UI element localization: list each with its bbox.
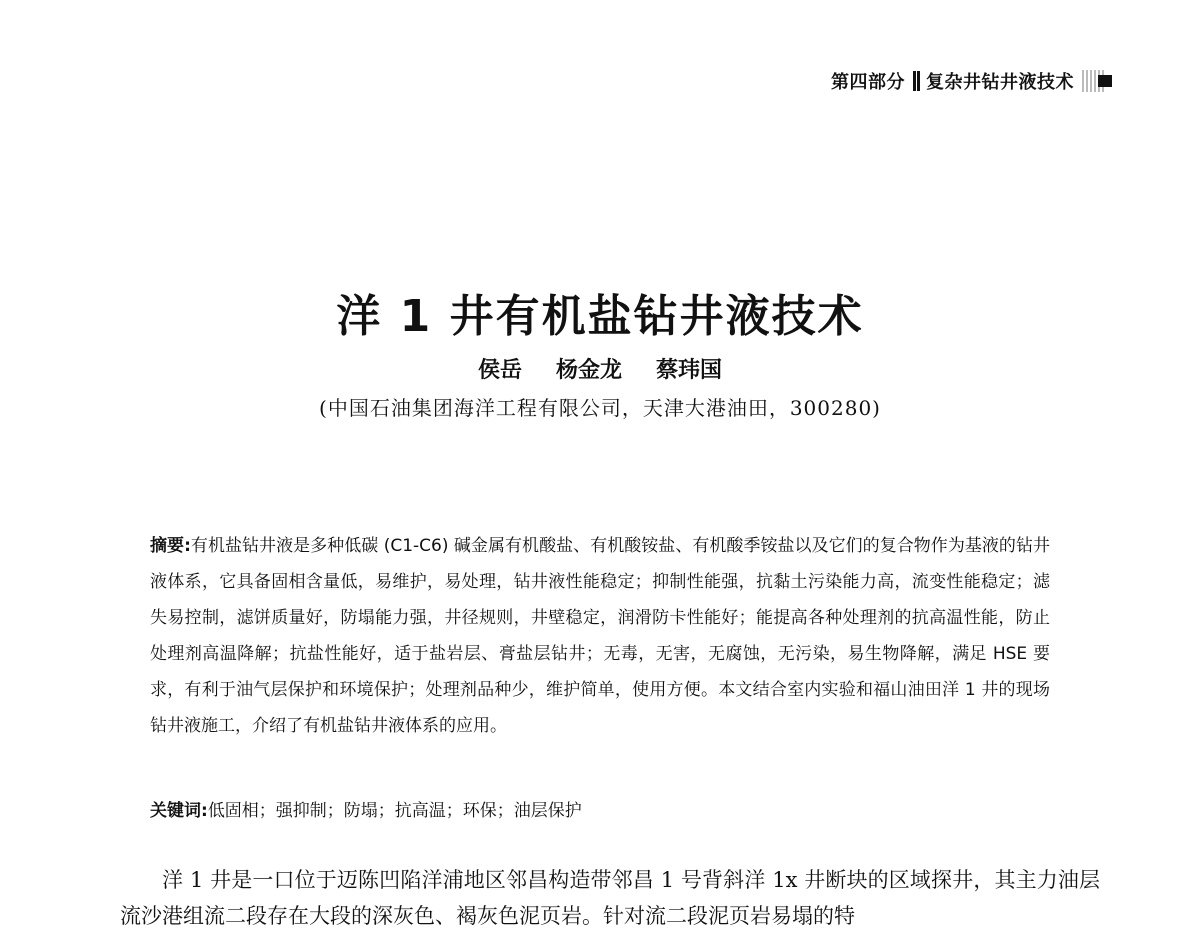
header-section: 复杂井钻井液技术 bbox=[926, 72, 1074, 93]
keywords-label: 关键词: bbox=[150, 801, 208, 821]
header-part: 第四部分 bbox=[831, 72, 905, 93]
body-paragraph: 洋 1 井是一口位于迈陈凹陷洋浦地区邻昌构造带邻昌 1 号背斜洋 1x 井断块的区域探井，其主力油层流沙港组流二段存在大段的深灰色、褐灰色泥页岩。针对流二段泥页岩易塌的特 bbox=[120, 868, 1100, 928]
keywords bbox=[150, 796, 1050, 826]
author: 杨金龙 bbox=[555, 358, 622, 383]
author: 蔡玮国 bbox=[656, 358, 723, 383]
keywords-text: 低固相；强抑制；防塌；抗高温；环保；油层保护 bbox=[207, 801, 582, 821]
abstract bbox=[150, 528, 1050, 744]
abstract-label: 摘要: bbox=[150, 536, 191, 556]
paper-title: 洋 1 井有机盐钻井液技术 bbox=[336, 291, 864, 342]
running-header bbox=[831, 68, 1104, 94]
abstract-text: 有机盐钻井液是多种低碳 (C1-C6) 碱金属有机酸盐、有机酸铵盐、有机酸季铵盐以及它们的复合物作为基液的钻井液体系，它具备固相含量低，易维护，易处理，钻井液性能稳定；抑制性能强，抗黏土污染能力高，流变性能稳定；滤失易控制，滤饼质量好，防塌能力强，井径规则，井壁稳定，润滑防卡性能好；能提高各种处理剂的抗高温性能，防止处理剂高温降解；抗盐性能好，适于盐岩层、膏盐层钻井；无毒，无害，无腐蚀，无污染，易生物降解，满足 HSE 要求，有利于油气层保护和环境保护；处理剂品种少，维护简单，使用方便。本文结合室内实验和福山油田洋 1 井的现场钻井液施工，介绍了有机盐钻井液体系的应用。 bbox=[150, 536, 1050, 736]
header-mark-icon bbox=[1082, 70, 1104, 92]
header-separator bbox=[913, 71, 916, 91]
affiliation: (中国石油集团海洋工程有限公司，天津大港油田，300280) bbox=[319, 396, 881, 420]
author-list bbox=[0, 353, 1200, 384]
author: 侯岳 bbox=[477, 358, 522, 383]
